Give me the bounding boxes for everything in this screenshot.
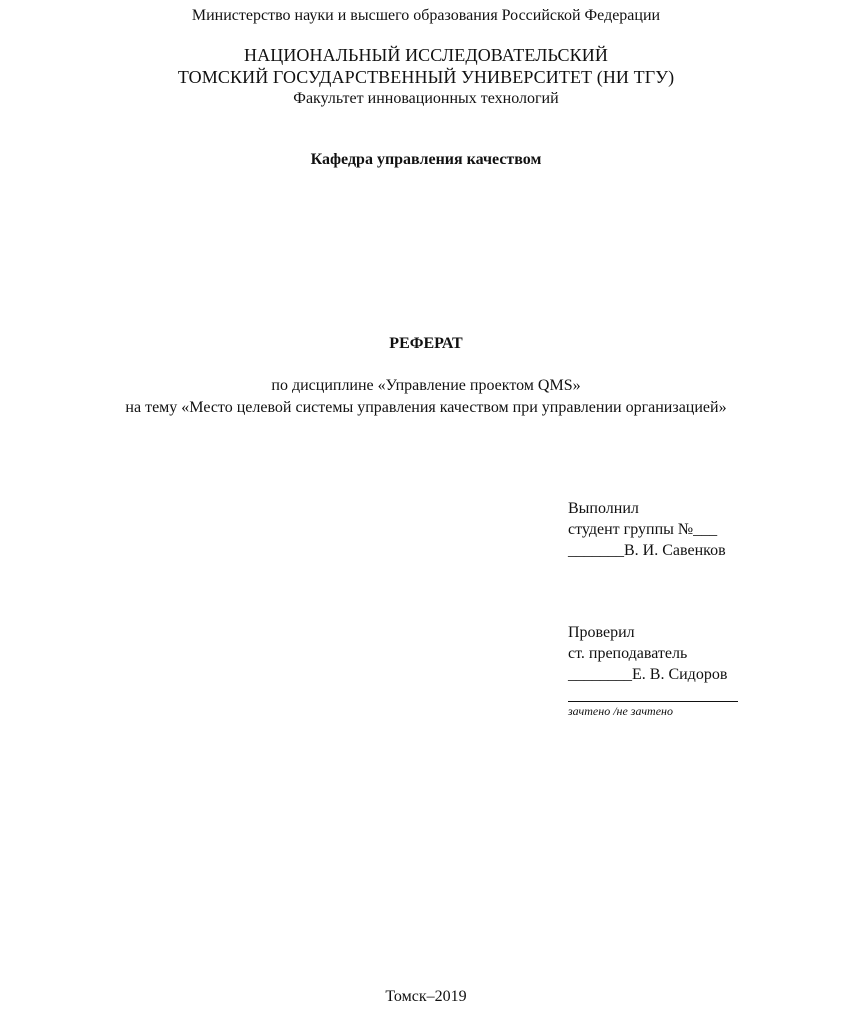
author-name: _______В. И. Савенков: [568, 542, 726, 559]
reviewer-label: Проверил: [568, 624, 635, 641]
document-title: РЕФЕРАТ: [389, 335, 463, 352]
university-line-2: ТОМСКИЙ ГОСУДАРСТВЕННЫЙ УНИВЕРСИТЕТ (НИ ТГУ): [177, 67, 675, 87]
topic-line: на тему «Место целевой системы управления качеством при управлении организацией»: [125, 399, 727, 416]
city-year-line: Томск–2019: [385, 988, 467, 1005]
faculty-line: Факультет инновационных технологий: [293, 90, 559, 107]
university-line-1: НАЦИОНАЛЬНЫЙ ИССЛЕДОВАТЕЛЬСКИЙ: [244, 45, 608, 65]
reviewer-position: ст. преподаватель: [568, 645, 688, 662]
department-line: Кафедра управления качеством: [310, 151, 542, 168]
grade-signature-line: [568, 701, 738, 702]
author-group: студент группы №___: [568, 521, 718, 538]
grade-result: зачтено /не зачтено: [568, 704, 673, 718]
discipline-line: по дисциплине «Управление проектом QMS»: [271, 377, 581, 394]
author-label: Выполнил: [568, 500, 639, 517]
reviewer-name: ________Е. В. Сидоров: [568, 666, 728, 683]
ministry-line: Министерство науки и высшего образования Российской Федерации: [191, 7, 661, 24]
